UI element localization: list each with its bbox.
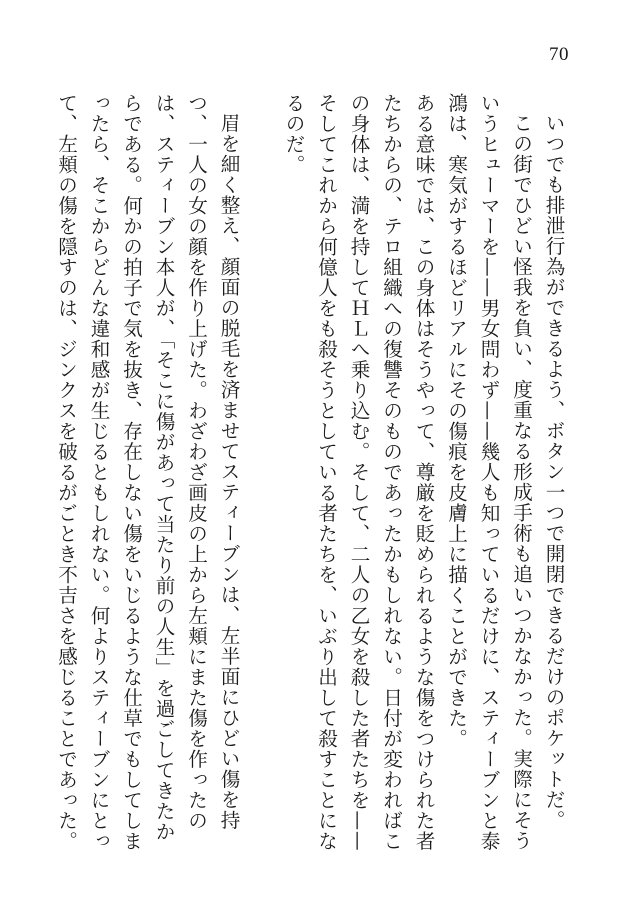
paragraph: いつでも排泄行為ができるよう、ボタン一つで開閉できるだけのポケットだ。 (542, 112, 565, 831)
page-number: 70 (549, 44, 569, 65)
paragraph: 眉を細く整え、顔面の脱毛を済ませてスティーブンは、左半面にひどい傷を持つ、一人の女の顔を作り上げた。わざわざ画皮の上から左頬にまた傷を作ったのは、スティーブン本人が、「そこに傷があって当たり前の人生」を過ごしてきたからである。何かの拍子で気を抜き、存在しない傷をいじるような仕草でもしてしまったら、そこからどんな違和感が生じるともしれない。何よりスティーブンにとって、左頬の傷を隠すのは、ジンクスを破るがごとき不吉さを感じることであった。 (54, 93, 240, 852)
paragraph: この街でひどい怪我を負い、度重なる形成手術も追いつかなかった。実際にそういうヒューマーを——男女問わず——幾人も知っているだけに、スティーブンと泰鴻は、寒気がするほどリアルにその傷痕を皮膚上に描くことができた。 (444, 93, 533, 852)
paragraph: ある意味では、この身体はそうやって、尊厳を貶められるような傷をつけられた者たちからの、テロ組織への復讐そのものであったかもしれない。日付が変わればこの身体は、満を持してＨＬへ乗り込む。そして、二人の乙女を殺した者たちを——そしてこれから何億人をも殺そうとしている者たちを、いぶり出して殺すことになるのだ。 (282, 93, 435, 852)
paragraph-spacer (244, 93, 277, 853)
body-text (49, 93, 569, 853)
